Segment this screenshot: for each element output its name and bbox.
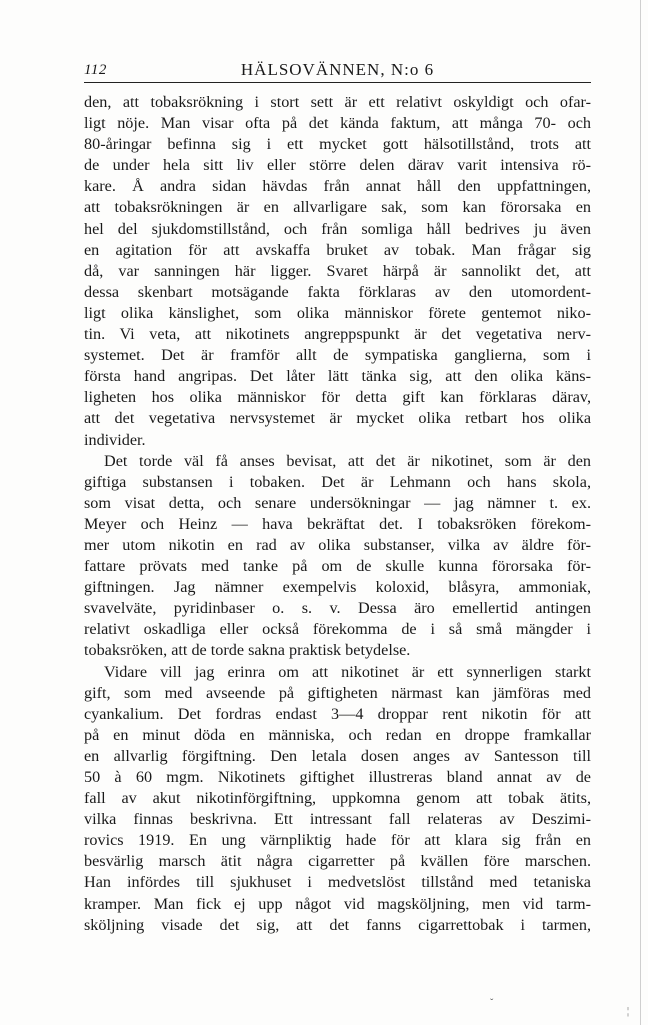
text-line: på en minut döda en människa, och redan en droppe framkallar <box>84 725 591 744</box>
text-line: ligt nöje. Man visar ofta på det kända faktum, att många 70- och <box>84 114 591 133</box>
text-line: cyankalium. Det fordras endast 3—4 droppar rent nikotin för att <box>84 704 591 723</box>
text-line: kramper. Man fick ej upp något vid magsköljning, men vid tarm- <box>84 894 591 913</box>
text-line: individer. <box>84 430 146 449</box>
text-line: de under hela sitt liv eller större delen därav varit intensiva rö- <box>84 156 591 175</box>
text-line: kare. Å andra sidan hävdas från annat håll den uppfattningen, <box>84 177 591 196</box>
text-line: Meyer och Heinz — hava bekräftat det. I tobaksröken förekom- <box>84 514 591 533</box>
text-line: då, var sanningen här ligger. Svaret härpå är sannolikt det, att <box>84 261 591 280</box>
text-line: vilka finnas beskrivna. Ett intressant fall relateras av Deszimi- <box>84 810 591 829</box>
scan-tick-mark: ˇ <box>490 998 494 1009</box>
text-line: Han infördes till sjukhuset i medvetslöst tillstånd med tetaniska <box>84 873 591 892</box>
text-line: fall av akut nikotinförgiftning, uppkomna genom att tobak ätits, <box>84 789 591 808</box>
text-line: svavelväte, pyridinbaser o. s. v. Dessa äro emellertid antingen <box>84 599 591 618</box>
text-line: första hand angripas. Det låter lätt tänka sig, att den olika käns- <box>84 367 591 386</box>
text-line: giftningen. Jag nämner exempelvis koloxid, blåsyra, ammoniak, <box>84 578 591 597</box>
page-header <box>84 58 591 83</box>
text-line: gift, som med avseende på giftigheten närmast kan jämföras med <box>84 683 591 702</box>
text-line: dessa skenbart motsägande fakta förklaras av den utomordent- <box>84 282 591 301</box>
text-line: att tobaksrökningen är en allvarligare sak, som kan förorsaka en <box>84 198 591 217</box>
body-text <box>84 92 591 936</box>
scan-edge-line <box>640 0 641 1025</box>
text-line: Det torde väl få anses bevisat, att det är nikotinet, som är den <box>104 451 591 470</box>
text-line: som visat detta, och senare undersökningar — jag nämner t. ex. <box>84 493 591 512</box>
scan-tick-mark: ¦ <box>627 1006 630 1017</box>
text-line: tobaksröken, att de torde sakna praktisk betydelse. <box>84 641 411 660</box>
text-line: tin. Vi veta, att nikotinets angreppspunkt är det vegetativa nerv- <box>84 325 591 344</box>
text-line: mer utom nikotin en rad av olika substanser, vilka av äldre för- <box>84 535 591 554</box>
text-line: systemet. Det är framför allt de sympatiska ganglierna, som i <box>84 346 591 365</box>
text-line: giftiga substansen i tobaken. Det är Lehmann och hans skola, <box>84 472 591 491</box>
text-line: en agitation för att avskaffa bruket av tobak. Man frågar sig <box>84 240 591 259</box>
text-line: 50 à 60 mgm. Nikotinets giftighet illustreras bland annat av de <box>84 768 591 786</box>
text-line: hel del sjukdomstillstånd, och från somliga håll bedrives ju även <box>84 219 591 238</box>
text-line: att det vegetativa nervsystemet är mycket olika retbart hos olika <box>84 409 591 428</box>
text-line: ligheten hos olika människor för detta gift kan förklaras därav, <box>84 388 591 407</box>
text-line: besvärlig marsch ätit några cigarretter på kvällen före marschen. <box>84 852 591 871</box>
text-line: den, att tobaksrökning i stort sett är ett relativt oskyldigt och ofar- <box>84 93 591 111</box>
text-line: 80-åringar befinna sig i ett mycket gott hälsotillstånd, trots att <box>84 135 591 154</box>
page-number: 112 <box>84 62 107 78</box>
running-title: HÄLSOVÄNNEN, N:o 6 <box>240 60 435 79</box>
text-line: ligt olika känslighet, som olika människor förete gentemot niko- <box>84 303 591 322</box>
text-line: rovics 1919. En ung värnpliktig hade för att klara sig från en <box>84 831 591 850</box>
text-line: sköljning visade det sig, att det fanns cigarrettobak i tarmen, <box>84 915 591 934</box>
text-line: relativt oskadliga eller också förekomma de i så små mängder i <box>84 620 591 639</box>
text-line: en allvarlig förgiftning. Den letala dosen anges av Santesson till <box>84 746 591 765</box>
text-line: fattare prövats med tanke på om de skulle kunna förorsaka för- <box>84 557 591 576</box>
text-line: Vidare vill jag erinra om att nikotinet är ett synnerligen starkt <box>104 662 591 681</box>
